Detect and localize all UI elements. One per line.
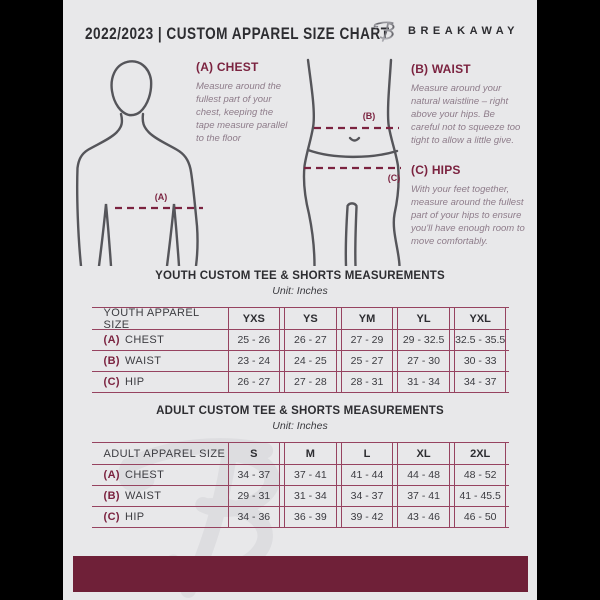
hips-key: (C) [411,163,429,177]
row-label [92,486,226,506]
adult-hip-row [92,507,509,528]
chest-name: CHEST [216,60,259,74]
waist-instruction-heading [411,62,521,76]
table-cell: 23 - 24 [228,351,281,371]
table-cell: 41 - 44 [341,465,394,485]
adult-table-title: ADULT CUSTOM TEE & SHORTS MEASUREMENTS [156,405,444,417]
table-cell: 31 - 34 [397,372,450,392]
youth-hip-row [92,372,509,393]
row-name: HIP [124,511,145,523]
adult-col-s: S [228,443,281,464]
page-title: 2022/2023 | CUSTOM APPAREL SIZE CHART [85,24,390,43]
youth-col-yl: YL [397,308,450,329]
youth-table-unit: Unit: Inches [272,285,328,297]
youth-header-row [92,307,509,330]
adult-size-header: ADULT APPAREL SIZE [103,447,226,460]
row-label [92,330,226,350]
document-page [63,0,537,600]
table-cell: 28 - 31 [341,372,394,392]
breakaway-b-logo-icon [372,18,398,44]
table-cell: 34 - 37 [228,465,281,485]
chest-instruction [196,60,288,146]
table-cell: 24 - 25 [284,351,337,371]
table-cell: 43 - 46 [397,507,450,527]
chest-line-label: (A) [154,192,168,202]
table-cell: 34 - 36 [228,507,281,527]
row-label [92,351,226,371]
row-label [92,507,226,527]
row-name: HIP [124,376,145,388]
adult-col-l: L [341,443,394,464]
chest-instruction-text: Measure around the fullest part of your chest, keeping the tape measure parallel to the floor [196,81,288,145]
youth-col-ym: YM [341,308,394,329]
youth-table-title: YOUTH CUSTOM TEE & SHORTS MEASUREMENTS [155,270,445,282]
row-name: CHEST [124,334,165,346]
brand-name: BREAKAWAY [408,25,519,37]
table-cell: 30 - 33 [454,351,507,371]
hips-instruction-text: With your feet together, measure around the fullest part of your hips to ensure you'll have enough room to move comfortably. [411,184,525,248]
lower-body-diagram [291,56,411,266]
row-name: WAIST [124,355,162,367]
waist-instruction-text: Measure around your natural waistline – right above your hips. Be careful not to squeeze too tight to allow a little give. [411,83,521,147]
adult-table-unit: Unit: Inches [272,420,328,432]
row-name: CHEST [124,469,165,481]
table-cell: 26 - 27 [284,330,337,350]
adult-chest-row [92,465,509,486]
table-cell: 34 - 37 [454,372,507,392]
row-key: (C) [103,511,120,523]
hips-name: HIPS [431,163,461,177]
waist-key: (B) [411,62,429,76]
row-key: (A) [103,334,120,346]
chest-key: (A) [196,60,214,74]
row-label [92,372,226,392]
table-cell: 44 - 48 [397,465,450,485]
table-cell: 27 - 30 [397,351,450,371]
waist-instruction [411,62,521,148]
youth-section [63,270,537,393]
adult-col-2xl: 2XL [454,443,507,464]
table-cell: 41 - 45.5 [454,486,507,506]
hips-instruction [411,163,525,249]
youth-col-yxl: YXL [454,308,507,329]
table-cell: 37 - 41 [397,486,450,506]
youth-size-table [92,307,509,393]
table-cell: 34 - 37 [341,486,394,506]
table-cell: 29 - 31 [228,486,281,506]
youth-col-ys: YS [284,308,337,329]
measurement-diagrams [63,54,537,268]
row-key: (B) [103,490,120,502]
table-cell: 39 - 42 [341,507,394,527]
brand-lockup [372,18,519,44]
waist-name: WAIST [431,62,471,76]
hips-instruction-heading [411,163,525,177]
table-cell: 27 - 28 [284,372,337,392]
row-key: (B) [103,355,120,367]
row-name: WAIST [124,490,162,502]
torso-diagram [75,56,205,266]
youth-size-header: YOUTH APPAREL SIZE [103,306,200,331]
table-cell: 36 - 39 [284,507,337,527]
chest-instruction-heading [196,60,288,74]
table-cell: 26 - 27 [228,372,281,392]
table-cell: 25 - 27 [341,351,394,371]
table-cell: 25 - 26 [228,330,281,350]
table-cell: 31 - 34 [284,486,337,506]
youth-chest-row [92,330,509,351]
table-cell: 48 - 52 [454,465,507,485]
table-cell: 32.5 - 35.5 [454,330,507,350]
youth-col-yxs: YXS [228,308,281,329]
table-cell: 27 - 29 [341,330,394,350]
adult-section [63,405,537,528]
adult-col-m: M [284,443,337,464]
row-label [92,465,226,485]
table-cell: 29 - 32.5 [397,330,450,350]
footer-bar [73,556,528,592]
adult-size-table [92,442,509,528]
table-cell: 37 - 41 [284,465,337,485]
adult-header-row [92,442,509,465]
adult-col-xl: XL [397,443,450,464]
adult-waist-row [92,486,509,507]
waist-line-label: (B) [362,111,376,121]
row-key: (A) [103,469,120,481]
row-key: (C) [103,376,120,388]
youth-waist-row [92,351,509,372]
table-cell: 46 - 50 [454,507,507,527]
header [63,0,537,52]
hips-line-label: (C) [387,173,401,183]
